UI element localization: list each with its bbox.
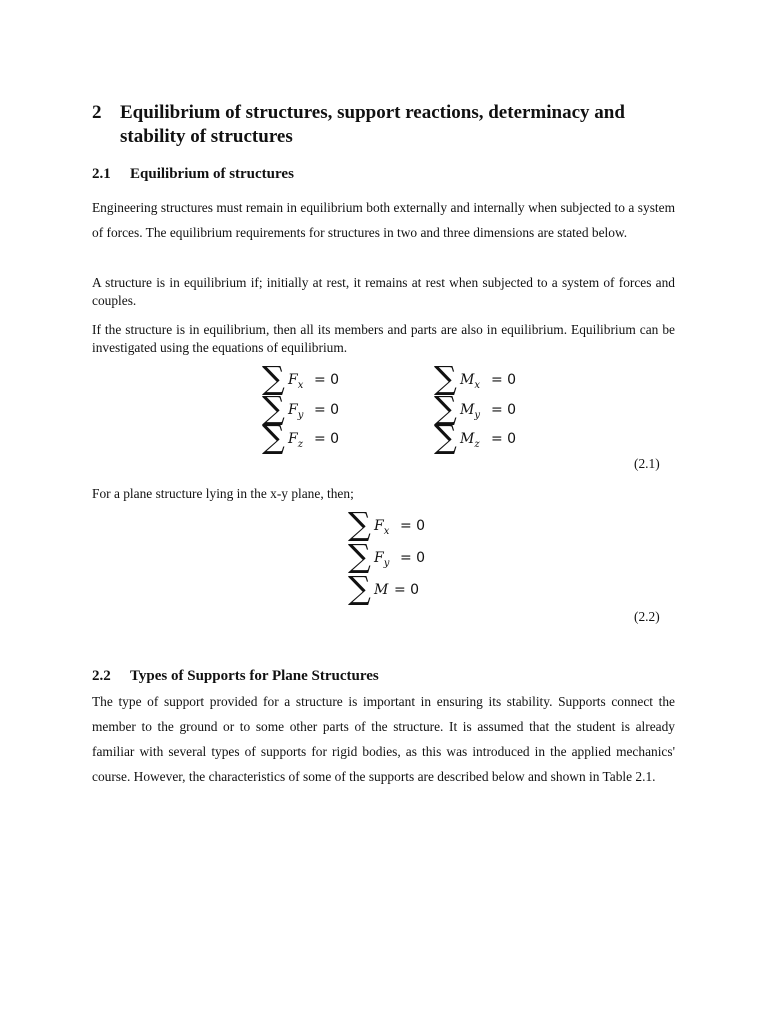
section-heading-2-1 <box>92 164 294 184</box>
equals-zero: = 0 <box>491 402 517 418</box>
force-symbol: F <box>374 518 384 534</box>
force-symbol: F <box>288 402 298 418</box>
chapter-title: Equilibrium of structures, support reactions, determinacy and stability of structures <box>120 102 625 147</box>
equals-zero: = 0 <box>400 550 426 566</box>
force-symbol: F <box>374 550 384 566</box>
paragraph-supports: The type of support provided for a structure is important in ensuring its stability. Supports connect the member to the ground or to some other parts of the structure. It is assumed that the student is already familiar with several types of supports for rigid bodies, as this was introduced in the applied mechanics' course. However, the characteristics of some of the supports are described below and shown in Table 2.1. <box>92 694 675 784</box>
paragraph-equilibrium-members: If the structure is in equilibrium, then all its members and parts are also in equilibrium. Equilibrium can be investigated using the equations of equilibrium. <box>92 322 675 355</box>
moment-symbol: M <box>374 582 389 598</box>
sigma-symbol: ∑ <box>348 569 371 607</box>
moment-symbol: M <box>460 431 475 447</box>
equals-zero: = 0 <box>400 518 426 534</box>
sigma-symbol: ∑ <box>348 505 371 543</box>
sigma-symbol: ∑ <box>434 418 457 456</box>
sigma-symbol: ∑ <box>348 537 371 575</box>
section-title: Equilibrium of structures <box>130 166 294 182</box>
equals-zero: = 0 <box>314 431 340 447</box>
chapter-heading <box>92 101 682 149</box>
sigma-symbol: ∑ <box>434 389 457 427</box>
sigma-symbol: ∑ <box>434 359 457 397</box>
equation-number-2-1: (2.1) <box>634 456 660 471</box>
equals-zero: = 0 <box>314 402 340 418</box>
moment-symbol: M <box>460 372 475 388</box>
equation-number-2-2: (2.2) <box>634 609 660 624</box>
section-number: 2.1 <box>92 166 111 182</box>
moment-symbol: M <box>460 402 475 418</box>
subscript: z <box>474 438 480 450</box>
sigma-symbol: ∑ <box>262 359 285 397</box>
subscript: y <box>474 409 480 421</box>
paragraph-plane-structure: For a plane structure lying in the x-y plane, then; <box>92 486 354 501</box>
paragraph-equilibrium-intro: Engineering structures must remain in equilibrium both externally and internally when subjected to a system of forces. The equilibrium requirements for structures in two and three dimensions are stated below. <box>92 200 675 240</box>
subscript: z <box>297 438 303 450</box>
subscript: y <box>383 557 390 569</box>
section-title: Types of Supports for Plane Structures <box>130 668 379 684</box>
equals-zero: = 0 <box>491 431 517 447</box>
force-symbol: F <box>288 372 298 388</box>
subscript: x <box>474 379 480 391</box>
paragraph-equilibrium-definition: A structure is in equilibrium if; initially at rest, it remains at rest when subjected to a system of forces and couples. <box>92 275 675 308</box>
subscript: y <box>297 409 304 421</box>
sigma-symbol: ∑ <box>262 418 285 456</box>
section-number: 2.2 <box>92 668 111 684</box>
sigma-symbol: ∑ <box>262 389 285 427</box>
equals-zero: = 0 <box>394 582 420 598</box>
subscript: x <box>297 379 304 391</box>
section-heading-2-2 <box>92 666 379 686</box>
force-symbol: F <box>288 431 298 447</box>
equals-zero: = 0 <box>491 372 517 388</box>
equals-zero: = 0 <box>314 372 340 388</box>
chapter-number: 2 <box>92 102 102 123</box>
subscript: x <box>383 525 390 537</box>
